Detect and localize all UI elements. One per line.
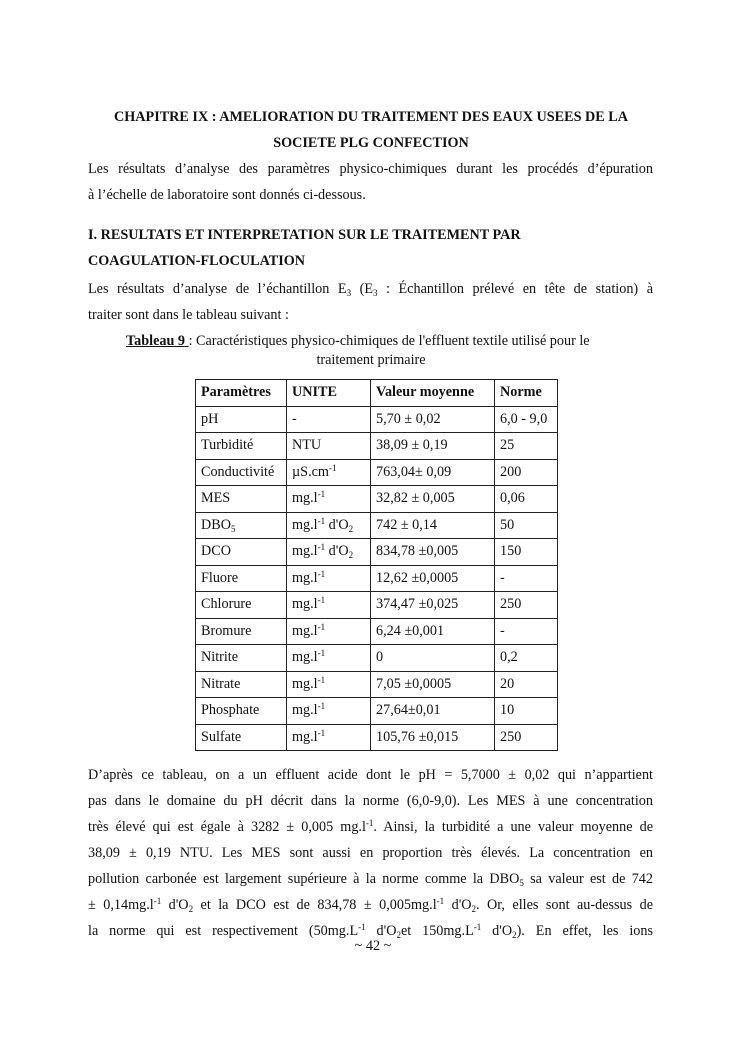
cell-value: 105,76 ±0,015 xyxy=(371,724,495,751)
unit-text: mg.l xyxy=(292,622,318,639)
intro-paragraph xyxy=(88,156,653,208)
param-text: DCO xyxy=(201,543,231,560)
analysis-text: et 150mg.L xyxy=(400,923,474,939)
param-text: MES xyxy=(201,490,231,507)
analysis-text: très élevé qui est égale à 3282 ± 0,005 mg.l xyxy=(88,819,366,835)
param-text: DBO xyxy=(201,516,231,533)
cell-value: 0 xyxy=(371,645,495,672)
cell-value: 742 ± 0,14 xyxy=(371,512,495,539)
param-text: Sulfate xyxy=(201,728,242,745)
param-text: Turbidité xyxy=(201,437,254,454)
table-row xyxy=(196,406,558,433)
caption-line1 xyxy=(88,332,654,351)
analysis-line3 xyxy=(88,814,653,840)
cell-value: 374,47 ±0,025 xyxy=(371,592,495,619)
analysis-text: . Ainsi, la turbidité a une valeur moyenne de xyxy=(373,819,653,835)
analysis-text: ± 0,14mg.l xyxy=(88,897,154,913)
cell-param xyxy=(196,512,287,539)
intro-line1: Les résultats d’analyse des paramètres physico-chimiques durant les procédés d’épuration xyxy=(88,161,653,177)
table-row xyxy=(196,433,558,460)
unit-text: mg.l xyxy=(292,516,318,533)
analysis-text: d'O xyxy=(481,923,513,939)
table-row xyxy=(196,618,558,645)
analysis-line2: pas dans le domaine du pH décrit dans la norme (6,0-9,0). Les MES à une concentration xyxy=(88,793,653,809)
cell-param xyxy=(196,698,287,725)
table-row xyxy=(196,486,558,513)
cell-param xyxy=(196,459,287,486)
analysis-text: d'O xyxy=(365,923,397,939)
cell-value: 38,09 ± 0,19 xyxy=(371,433,495,460)
table-header-row xyxy=(196,380,558,407)
cell-unit xyxy=(287,671,371,698)
cell-value: 32,82 ± 0,005 xyxy=(371,486,495,513)
section-heading xyxy=(88,222,654,274)
unit-text: µS.cm xyxy=(292,463,329,480)
analysis-text: pollution carbonée est largement supérieure à la norme comme la DBO xyxy=(88,871,520,887)
unit-tail: d'O xyxy=(325,516,349,533)
cell-norm: 200 xyxy=(495,459,558,486)
cell-value: 834,78 ±0,005 xyxy=(371,539,495,566)
param-text: Bromure xyxy=(201,622,252,639)
cell-norm: 6,0 - 9,0 xyxy=(495,406,558,433)
analysis-line4: 38,09 ± 0,19 NTU. Les MES sont aussi en proportion très élevés. La concentration en xyxy=(88,845,653,861)
subscript: 2 xyxy=(471,904,477,914)
page-number: ~ 42 ~ xyxy=(354,938,392,954)
cell-param xyxy=(196,645,287,672)
unit-text: - xyxy=(292,410,297,427)
table-row xyxy=(196,512,558,539)
header-norm: Norme xyxy=(495,380,558,407)
unit-superscript: -1 xyxy=(317,542,326,553)
cell-value: 6,24 ±0,001 xyxy=(371,618,495,645)
analysis-text: ). En effet, les ions xyxy=(516,923,653,939)
chapter-title-line1: CHAPITRE IX : AMELIORATION DU TRAITEMENT DES EAUX USEES DE LA xyxy=(114,109,628,125)
table-row xyxy=(196,724,558,751)
table-row xyxy=(196,565,558,592)
cell-norm: - xyxy=(495,618,558,645)
unit-text: mg.l xyxy=(292,702,318,719)
cell-unit xyxy=(287,565,371,592)
cell-param xyxy=(196,433,287,460)
caption-label: Tableau 9 xyxy=(126,333,189,349)
unit-superscript: -1 xyxy=(317,701,326,712)
table-row xyxy=(196,459,558,486)
header-unit: UNITE xyxy=(287,380,371,407)
cell-unit xyxy=(287,486,371,513)
unit-superscript: -1 xyxy=(328,462,337,473)
analysis-text: d'O xyxy=(444,897,472,913)
cell-norm: - xyxy=(495,565,558,592)
cell-param xyxy=(196,724,287,751)
sample-text: (E xyxy=(351,281,373,297)
cell-value: 5,70 ± 0,02 xyxy=(371,406,495,433)
cell-norm: 20 xyxy=(495,671,558,698)
cell-param xyxy=(196,539,287,566)
sample-paragraph xyxy=(88,276,653,328)
param-text: pH xyxy=(201,410,219,427)
subscript: 2 xyxy=(188,904,194,914)
subscript: 5 xyxy=(519,878,524,888)
table-row xyxy=(196,698,558,725)
unit-superscript: -1 xyxy=(317,648,326,659)
cell-norm: 0,06 xyxy=(495,486,558,513)
table-body xyxy=(196,406,558,751)
unit-text: mg.l xyxy=(292,569,318,586)
sample-line2: traiter sont dans le tableau suivant : xyxy=(88,307,289,323)
analysis-text: sa valeur est de 742 xyxy=(523,871,653,887)
cell-unit xyxy=(287,698,371,725)
cell-norm: 0,2 xyxy=(495,645,558,672)
cell-norm: 10 xyxy=(495,698,558,725)
unit-subscript: 2 xyxy=(348,523,354,534)
subscript: 3 xyxy=(346,288,352,298)
table-row xyxy=(196,539,558,566)
unit-text: NTU xyxy=(292,437,322,454)
analysis-paragraph xyxy=(88,762,653,944)
unit-text: mg.l xyxy=(292,675,318,692)
unit-text: mg.l xyxy=(292,543,318,560)
unit-superscript: -1 xyxy=(317,568,326,579)
caption-text: : Caractéristiques physico-chimiques de l'effluent textile utilisé pour le xyxy=(188,333,590,349)
section-heading-line2: COAGULATION-FLOCULATION xyxy=(88,253,306,269)
cell-unit xyxy=(287,459,371,486)
param-text: Nitrite xyxy=(201,649,239,666)
characteristics-table xyxy=(195,379,558,751)
cell-norm: 25 xyxy=(495,433,558,460)
cell-norm: 50 xyxy=(495,512,558,539)
cell-unit xyxy=(287,539,371,566)
cell-norm: 250 xyxy=(495,592,558,619)
analysis-text: . Or, elles sont au-dessus de xyxy=(476,897,654,913)
cell-unit xyxy=(287,645,371,672)
subscript: 3 xyxy=(373,288,378,298)
param-text: Fluore xyxy=(201,569,239,586)
table-row xyxy=(196,645,558,672)
subscript: 2 xyxy=(512,930,517,940)
unit-tail: d'O xyxy=(325,543,349,560)
superscript: -1 xyxy=(365,818,374,828)
cell-param xyxy=(196,406,287,433)
unit-superscript: -1 xyxy=(317,515,326,526)
cell-unit xyxy=(287,406,371,433)
unit-text: mg.l xyxy=(292,490,318,507)
table-caption xyxy=(88,332,654,370)
intro-line2: à l’échelle de laboratoire sont donnés ci-dessous. xyxy=(88,187,366,203)
param-subscript: 5 xyxy=(230,523,236,534)
header-param: Paramètres xyxy=(196,380,287,407)
analysis-text: la norme qui est respectivement (50mg.L xyxy=(88,923,359,939)
unit-superscript: -1 xyxy=(317,727,326,738)
unit-text: mg.l xyxy=(292,649,318,666)
unit-text: mg.l xyxy=(292,728,318,745)
param-text: Chlorure xyxy=(201,596,252,613)
cell-param xyxy=(196,565,287,592)
superscript: -1 xyxy=(153,896,162,906)
cell-value: 763,04± 0,09 xyxy=(371,459,495,486)
cell-param xyxy=(196,592,287,619)
cell-value: 12,62 ±0,0005 xyxy=(371,565,495,592)
unit-superscript: -1 xyxy=(317,489,326,500)
cell-norm: 250 xyxy=(495,724,558,751)
cell-param xyxy=(196,671,287,698)
cell-unit xyxy=(287,512,371,539)
unit-subscript: 2 xyxy=(348,550,354,561)
cell-param xyxy=(196,486,287,513)
cell-unit xyxy=(287,433,371,460)
table-row xyxy=(196,592,558,619)
sample-line1 xyxy=(88,276,653,302)
cell-param xyxy=(196,618,287,645)
unit-superscript: -1 xyxy=(317,595,326,606)
analysis-line5 xyxy=(88,866,653,892)
sample-text: Les résultats d’analyse de l’échantillon E xyxy=(88,281,347,297)
unit-text: mg.l xyxy=(292,596,318,613)
superscript: -1 xyxy=(358,922,366,932)
analysis-line6 xyxy=(88,892,653,918)
chapter-title xyxy=(88,104,654,156)
cell-unit xyxy=(287,618,371,645)
analysis-text: et la DCO est de 834,78 ± 0,005mg.l xyxy=(193,897,437,913)
chapter-title-line2: SOCIETE PLG CONFECTION xyxy=(273,135,469,151)
cell-unit xyxy=(287,724,371,751)
analysis-line1: D’après ce tableau, on a un effluent acide dont le pH = 5,7000 ± 0,02 qui n’appartient xyxy=(88,767,653,783)
header-value: Valeur moyenne xyxy=(371,380,495,407)
cell-unit xyxy=(287,592,371,619)
section-heading-line1: I. RESULTATS ET INTERPRETATION SUR LE TRAITEMENT PAR xyxy=(88,227,521,243)
unit-superscript: -1 xyxy=(317,621,326,632)
cell-value: 7,05 ±0,0005 xyxy=(371,671,495,698)
table-row xyxy=(196,671,558,698)
cell-norm: 150 xyxy=(495,539,558,566)
param-text: Phosphate xyxy=(201,702,260,719)
param-text: Nitrate xyxy=(201,675,241,692)
subscript: 2 xyxy=(396,930,401,940)
cell-value: 27,64±0,01 xyxy=(371,698,495,725)
sample-text: : Échantillon prélevé en tête de station) à xyxy=(377,281,653,297)
superscript: -1 xyxy=(473,922,482,932)
caption-line2: traitement primaire xyxy=(316,352,426,368)
analysis-text: d'O xyxy=(161,897,189,913)
superscript: -1 xyxy=(436,896,445,906)
unit-superscript: -1 xyxy=(317,674,326,685)
param-text: Conductivité xyxy=(201,463,275,480)
